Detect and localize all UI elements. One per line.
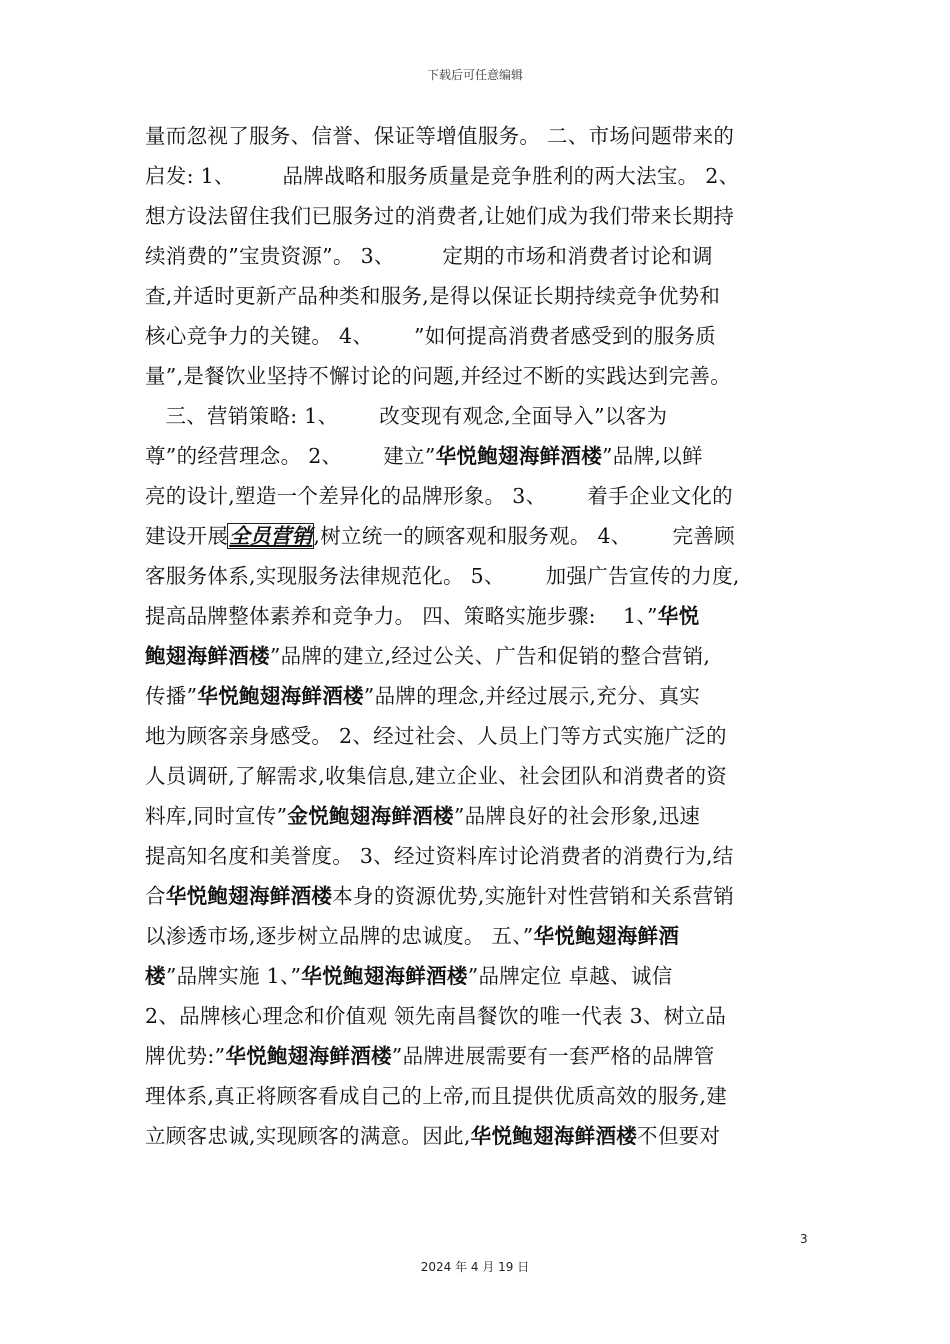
text-run: 传播” [145,684,198,708]
text-run: ,树立统一的顾客观和服务观。 4、 完善顾 [313,524,735,548]
text-line [145,836,810,876]
bold-term: 华悦鲍翅海鲜酒楼 [301,964,468,988]
text-run: 建设开展 [145,524,229,548]
text-run: 理体系,真正将顾客看成自己的上帝,而且提供优质高效的服务,建 [145,1084,728,1108]
page-header-note: 下载后可任意编辑 [426,68,523,82]
text-run: 查,并适时更新产品种类和服务,是得以保证长期持续竞争优势和 [145,284,721,308]
text-run: ”品牌良好的社会形象,迅速 [453,804,701,828]
text-run: ”品牌,以鲜 [602,444,703,468]
text-run: ”品牌进展需要有一套严格的品牌管 [391,1044,715,1068]
text-line [145,516,810,556]
text-line [145,916,810,956]
bold-term: 华悦鲍翅海鲜酒楼 [225,1044,392,1068]
bold-term: 华悦鲍翅海鲜酒楼 [165,884,333,908]
text-line [145,876,810,916]
text-line [145,156,810,196]
text-run: 提高品牌整体素养和竞争力。 四、策略实施步骤: 1、” [145,604,658,628]
text-run: 量”,是餐饮业坚持不懈讨论的问题,并经过不断的实践达到完善。 [145,364,732,388]
bold-term: 华悦鲍翅海鲜酒楼 [435,444,603,468]
text-line [145,676,810,716]
text-run: ”品牌实施 1、” [165,964,302,988]
text-line [145,1076,810,1116]
text-line [145,396,810,436]
bold-term: 鲍翅海鲜酒楼 [145,644,270,668]
text-line [145,796,810,836]
text-run: 提高知名度和美誉度。 3、经过资料库讨论消费者的消费行为,结 [145,844,734,868]
text-run: 核心竞争力的关键。 4、 ”如何提高消费者感受到的服务质 [145,324,717,348]
bold-term: 金悦鲍翅海鲜酒楼 [287,804,454,828]
text-run: 不但要对 [637,1124,721,1148]
text-line [145,236,810,276]
text-line [145,476,810,516]
text-line [145,356,810,396]
bold-term: 华悦鲍翅海鲜酒 [533,924,680,948]
text-run: 人员调研,了解需求,收集信息,建立企业、社会团队和消费者的资 [145,764,728,788]
text-run: 亮的设计,塑造一个差异化的品牌形象。 3、 着手企业文化的 [145,484,733,508]
text-line [145,196,810,236]
document-body [145,116,810,1156]
bold-term: 华悦鲍翅海鲜酒楼 [470,1124,638,1148]
text-run: 想方设法留住我们已服务过的消费者,让她们成为我们带来长期持 [145,204,735,228]
text-run: 立顾客忠诚,实现顾客的满意。因此, [145,1124,471,1148]
text-line [145,116,810,156]
text-run: ”品牌定位 卓越、诚信 [467,964,673,988]
bold-term: 华悦 [657,604,700,628]
text-run: 本身的资源优势,实施针对性营销和关系营销 [332,884,735,908]
text-line [145,276,810,316]
text-run: ”品牌的建立,经过公关、广告和促销的整合营销, [269,644,711,668]
text-line [145,996,810,1036]
text-run: 料库,同时宣传” [145,804,288,828]
text-run: 地为顾客亲身感受。 2、经过社会、人员上门等方式实施广泛的 [145,724,727,748]
text-run: 续消费的”宝贵资源”。 3、 定期的市场和消费者讨论和调 [145,244,713,268]
text-line [145,636,810,676]
text-run: 尊”的经营理念。 2、 建立” [145,444,436,468]
text-line [145,956,810,996]
text-line [145,316,810,356]
text-line [145,436,810,476]
text-line [145,1116,810,1156]
text-run: 合 [145,884,166,908]
text-run: 量而忽视了服务、信誉、保证等增值服务。 二、市场问题带来的 [145,124,735,148]
highlighted-term: 全员营销 [229,524,313,548]
page-number: 3 [800,1232,808,1246]
footer-date: 2024 年 4 月 19 日 [420,1260,530,1274]
text-line [145,1036,810,1076]
text-run: ”品牌的理念,并经过展示,充分、真实 [363,684,701,708]
text-run: 启发: 1、 品牌战略和服务质量是竞争胜利的两大法宝。 2、 [145,164,740,188]
text-run: 2、品牌核心理念和价值观 领先南昌餐饮的唯一代表 3、树立品 [145,1004,727,1028]
text-run: 以渗透市场,逐步树立品牌的忠诚度。 五、” [145,924,534,948]
text-line [145,716,810,756]
text-run: 牌优势:” [145,1044,226,1068]
text-line [145,596,810,636]
text-run: 三、营销策略: 1、 改变现有观念,全面导入”以客为 [145,404,668,428]
text-line [145,556,810,596]
bold-term: 华悦鲍翅海鲜酒楼 [197,684,364,708]
text-line [145,756,810,796]
bold-term: 楼 [145,964,166,988]
text-run: 客服务体系,实现服务法律规范化。 5、 加强广告宣传的力度, [145,564,740,588]
